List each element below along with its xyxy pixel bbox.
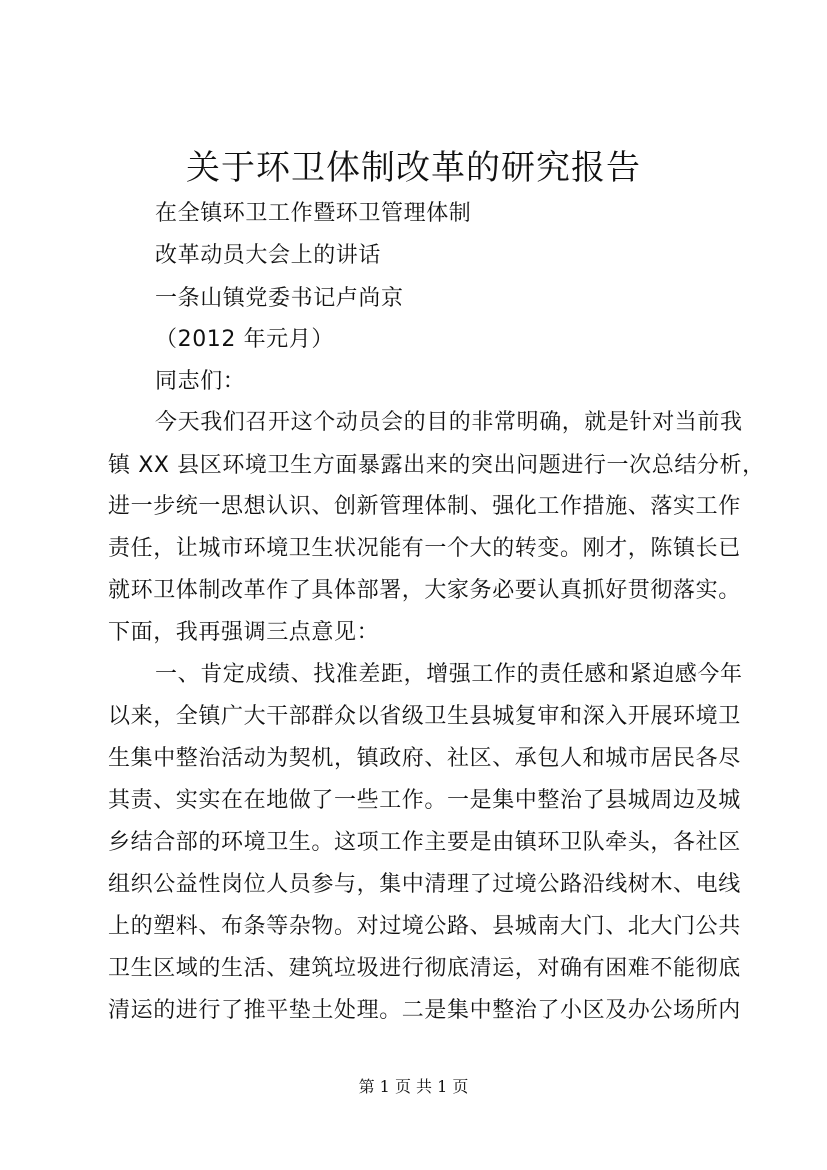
subtitle-line: 改革动员大会上的讲话 [155,243,382,268]
paragraph-line: 生集中整治活动为契机，镇政府、社区、承包人和城市居民各尽 [108,746,741,771]
paragraph-line: 责任，让城市环境卫生状况能有一个大的转变。刚才，陈镇长已 [108,536,741,561]
subtitle-line: （2012 年元月） [155,327,334,352]
paragraph-line: 镇 XX 县区环境卫生方面暴露出来的突出问题进行一次总结分析， [108,453,765,478]
paragraph-line: 进一步统一思想认识、创新管理体制、强化工作措施、落实工作 [108,494,741,519]
document-title: 关于环卫体制改革的研究报告 [186,148,641,188]
paragraph-line: 卫生区域的生活、建筑垃圾进行彻底清运，对确有困难不能彻底 [108,956,741,981]
paragraph-line: 一、肯定成绩、找准差距，增强工作的责任感和紧迫感今年 [155,662,743,687]
page-number-footer: 第 1 页 共 1 页 [358,1077,469,1096]
subtitle-line: 一条山镇党委书记卢尚京 [155,286,404,311]
paragraph-line: 今天我们召开这个动员会的目的非常明确，就是针对当前我 [155,410,743,435]
paragraph-line: 组织公益性岗位人员参与，集中清理了过境公路沿线树木、电线 [108,872,741,897]
salutation: 同志们： [155,369,246,394]
paragraph-line: 清运的进行了推平垫土处理。二是集中整治了小区及办公场所内 [108,998,741,1023]
paragraph-line: 其责、实实在在地做了一些工作。一是集中整治了县城周边及城 [108,788,741,813]
paragraph-line: 乡结合部的环境卫生。这项工作主要是由镇环卫队牵头，各社区 [108,830,741,855]
paragraph-line: 就环卫体制改革作了具体部署，大家务必要认真抓好贯彻落实。 [108,578,741,603]
paragraph-line: 以来，全镇广大干部群众以省级卫生县城复审和深入开展环境卫 [108,704,741,729]
subtitle-line: 在全镇环卫工作暨环卫管理体制 [155,201,472,226]
paragraph-line: 下面，我再强调三点意见： [108,620,380,645]
paragraph-line: 上的塑料、布条等杂物。对过境公路、县城南大门、北大门公共 [108,914,741,939]
